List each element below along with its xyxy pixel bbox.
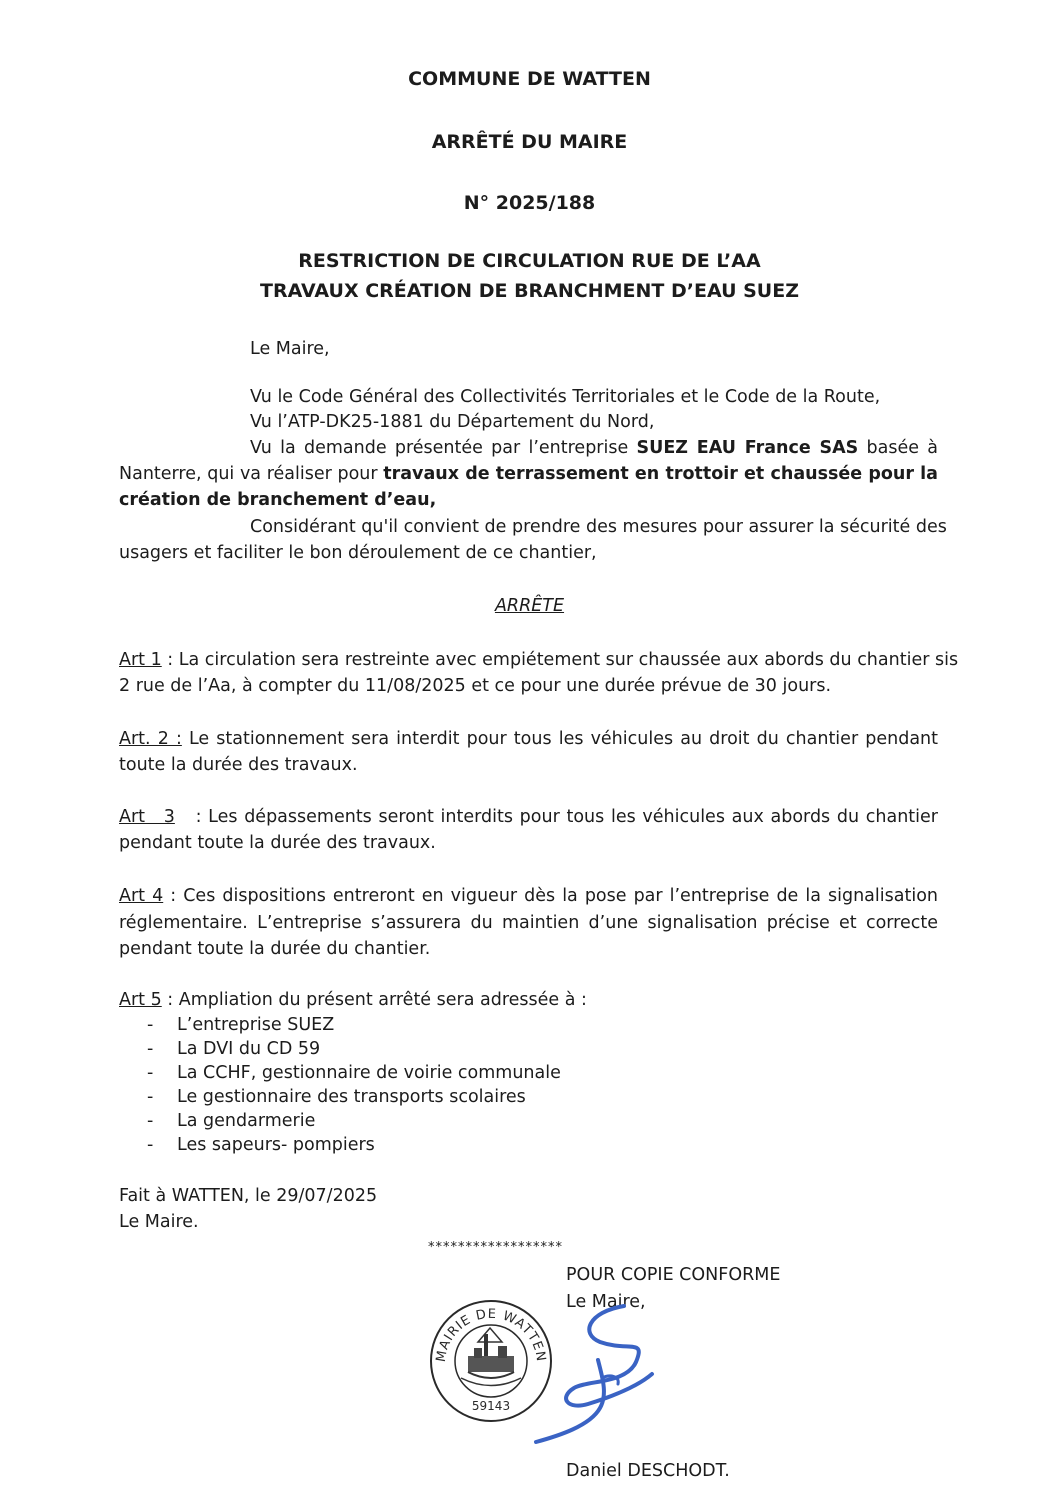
- recipient-item: - La gendarmerie: [147, 1111, 316, 1131]
- act-type-heading: ARRÊTÉ DU MAIRE: [431, 131, 628, 153]
- copy-conforme: POUR COPIE CONFORME: [566, 1265, 781, 1285]
- recipient-item: - La DVI du CD 59: [147, 1039, 321, 1059]
- art4-line-2: réglementaire. L’entreprise s’assurera du maintien d’une signalisation précise et correcte: [119, 913, 938, 933]
- vu-code: Vu le Code Général des Collectivités Territoriales et le Code de la Route,: [250, 387, 881, 407]
- art3-label: Art 3: [119, 807, 175, 827]
- company-name: SUEZ EAU France SAS: [636, 438, 859, 458]
- art5-line-1: Art 5 : Ampliation du présent arrêté sera adressée à :: [119, 990, 587, 1010]
- art1-line-1: Art 1 : La circulation sera restreinte avec empiétement sur chaussée aux abords du chantier sis: [119, 650, 959, 670]
- done-at: Fait à WATTEN, le 29/07/2025: [119, 1186, 378, 1206]
- closing-mayor: Le Maire.: [119, 1212, 199, 1232]
- copy-mayor: Le Maire,: [566, 1292, 646, 1312]
- separator-stars: ******************: [428, 1240, 563, 1255]
- art4-line-3: pendant toute la durée du chantier.: [119, 939, 431, 959]
- art4-label: Art 4: [119, 886, 164, 906]
- art2-line-1: Art. 2 : Le stationnement sera interdit pour tous les véhicules au droit du chantier pendant: [119, 729, 939, 749]
- svg-text:59143: 59143: [471, 1399, 511, 1413]
- art1-line-2: 2 rue de l’Aa, à compter du 11/08/2025 et ce pour une durée prévue de 30 jours.: [119, 676, 832, 696]
- signature-icon: [528, 1290, 678, 1450]
- art5-label: Art 5: [119, 990, 162, 1010]
- salutation: Le Maire,: [250, 339, 330, 359]
- vu-demande-line-3: création de branchement d’eau,: [119, 490, 437, 510]
- recipient-item: - L’entreprise SUEZ: [147, 1015, 335, 1035]
- art3-line-1: Art 3 : Les dépassements seront interdits pour tous les véhicules aux abords du chantier: [119, 807, 938, 827]
- recipient-item: - Les sapeurs- pompiers: [147, 1135, 375, 1155]
- art2-label: Art. 2 :: [119, 729, 182, 749]
- title-line-1: RESTRICTION DE CIRCULATION RUE DE L’AA: [298, 250, 761, 272]
- title-line-2: TRAVAUX CRÉATION DE BRANCHMENT D’EAU SUEZ: [259, 280, 799, 302]
- vu-demande-line-1: Vu la demande présentée par l’entreprise SUEZ EAU France SAS basée à: [250, 438, 938, 458]
- arrete-heading: ARRÊTE: [494, 596, 565, 616]
- vu-demande-line-2: Nanterre, qui va réaliser pour travaux de terrassement en trottoir et chaussée pour la: [119, 464, 938, 484]
- considerant-line-1: Considérant qu'il convient de prendre des mesures pour assurer la sécurité des: [250, 517, 947, 537]
- act-number: N° 2025/188: [463, 192, 596, 214]
- signatory-name: Daniel DESCHODT.: [566, 1461, 730, 1481]
- recipient-item: - La CCHF, gestionnaire de voirie communale: [147, 1063, 561, 1083]
- art3-line-2: pendant toute la durée des travaux.: [119, 833, 436, 853]
- signature: [528, 1290, 678, 1450]
- art4-line-1: Art 4 : Ces dispositions entreront en vigueur dès la pose par l’entreprise de la signalisation: [119, 886, 938, 906]
- art2-line-2: toute la durée des travaux.: [119, 755, 358, 775]
- svg-text:MAIRIE DE WATTEN: MAIRIE DE WATTEN: [433, 1306, 549, 1364]
- recipient-item: - Le gestionnaire des transports scolaires: [147, 1087, 526, 1107]
- art1-label: Art 1: [119, 650, 162, 670]
- commune-heading: COMMUNE DE WATTEN: [408, 68, 651, 90]
- considerant-line-2: usagers et faciliter le bon déroulement de ce chantier,: [119, 543, 597, 563]
- vu-atp: Vu l’ATP-DK25-1881 du Département du Nord,: [250, 412, 655, 432]
